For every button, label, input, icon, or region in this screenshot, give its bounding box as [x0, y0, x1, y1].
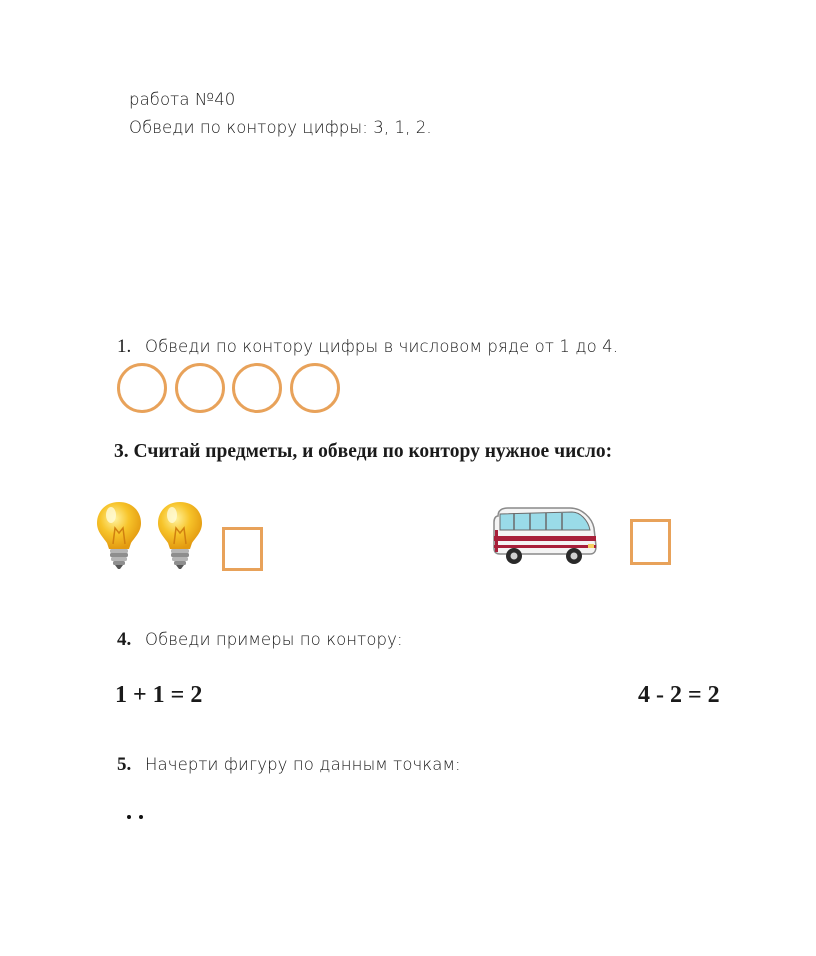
page-title: работа №40	[129, 90, 236, 109]
bus-icon	[492, 506, 598, 570]
task5-text: Начерти фигуру по данным точкам:	[145, 755, 461, 774]
example-1: 1 + 1 = 2	[115, 682, 203, 708]
task1-text: Обведи по контору цифры в числовом ряде от 1 до 4.	[145, 337, 619, 356]
number-circle	[117, 363, 167, 413]
answer-square	[222, 527, 263, 571]
figure-dot	[127, 815, 131, 819]
task1-number: 1.	[117, 336, 132, 357]
figure-dot	[139, 815, 143, 819]
bulb-icon	[95, 500, 143, 572]
task5-number: 5.	[117, 754, 132, 775]
number-circle	[175, 363, 225, 413]
header-instruction: Обведи по контору цифры: 3, 1, 2.	[129, 118, 432, 137]
number-circle	[232, 363, 282, 413]
number-circle	[290, 363, 340, 413]
task4-text: Обведи примеры по контору:	[145, 630, 403, 649]
answer-square	[630, 519, 671, 565]
bulb-icon	[156, 500, 204, 572]
example-2: 4 - 2 = 2	[638, 682, 720, 708]
task4-number: 4.	[117, 629, 132, 650]
task3-title: 3. Считай предметы, и обведи по контору нужное число:	[114, 441, 613, 462]
